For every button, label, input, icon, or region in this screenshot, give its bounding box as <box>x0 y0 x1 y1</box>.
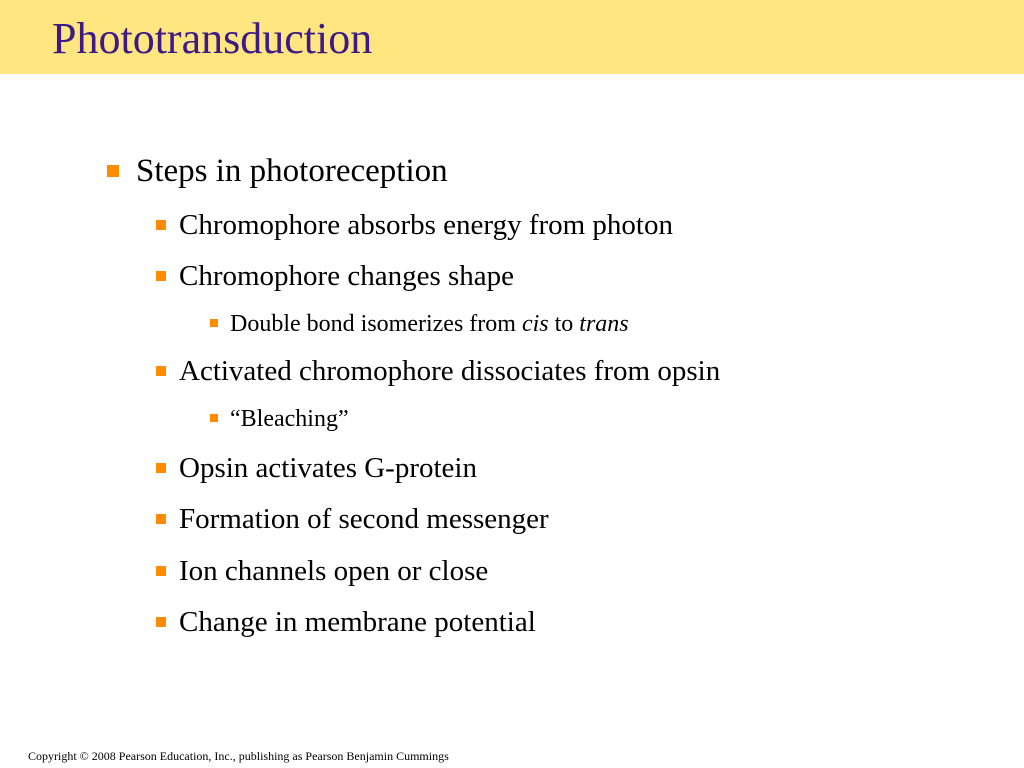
bullet-opsin-activates <box>179 451 477 485</box>
bullet-text: Change in membrane potential <box>179 606 536 638</box>
bullet-activated-chromophore <box>179 354 720 388</box>
bullet-text: Activated chromophore dissociates from opsin <box>179 355 721 387</box>
square-bullet-icon <box>156 566 166 576</box>
bullet-text: Chromophore absorbs energy from photon <box>179 209 673 241</box>
bullet-text: Steps in photoreception <box>136 153 448 189</box>
square-bullet-icon <box>156 220 166 230</box>
bullet-text: Opsin activates G-protein <box>179 452 477 484</box>
square-bullet-icon <box>156 617 166 627</box>
bullet-text: Chromophore changes shape <box>179 260 515 292</box>
copyright-footer: Copyright © 2008 Pearson Education, Inc., publishing as Pearson Benjamin Cummings <box>28 749 449 763</box>
bullet-bleaching <box>230 405 349 433</box>
bullet-membrane-potential <box>179 605 536 639</box>
square-bullet-icon <box>210 414 218 422</box>
square-bullet-icon <box>156 271 166 281</box>
bullet-text-part: Double bond isomerizes from <box>230 311 522 337</box>
square-bullet-icon <box>210 319 218 327</box>
slide-title: Phototransduction <box>52 14 373 63</box>
title-bar <box>0 0 1024 74</box>
bullet-text: Ion channels open or close <box>179 555 489 587</box>
bullet-chromophore-absorbs <box>179 208 673 242</box>
bullet-chromophore-changes-shape <box>179 259 514 293</box>
square-bullet-icon <box>156 463 166 473</box>
bullet-double-bond-isomerizes <box>230 310 629 338</box>
square-bullet-icon <box>156 366 166 376</box>
square-bullet-icon <box>107 165 119 177</box>
square-bullet-icon <box>156 514 166 524</box>
bullet-text: Formation of second messenger <box>179 503 549 535</box>
bullet-steps-in-photoreception <box>136 152 448 190</box>
bullet-second-messenger <box>179 502 549 536</box>
bullet-text-part: to <box>548 311 580 337</box>
italic-trans: trans <box>579 311 629 337</box>
bullet-text: “Bleaching” <box>230 406 349 432</box>
italic-cis: cis <box>521 311 549 337</box>
bullet-ion-channels <box>179 554 488 588</box>
